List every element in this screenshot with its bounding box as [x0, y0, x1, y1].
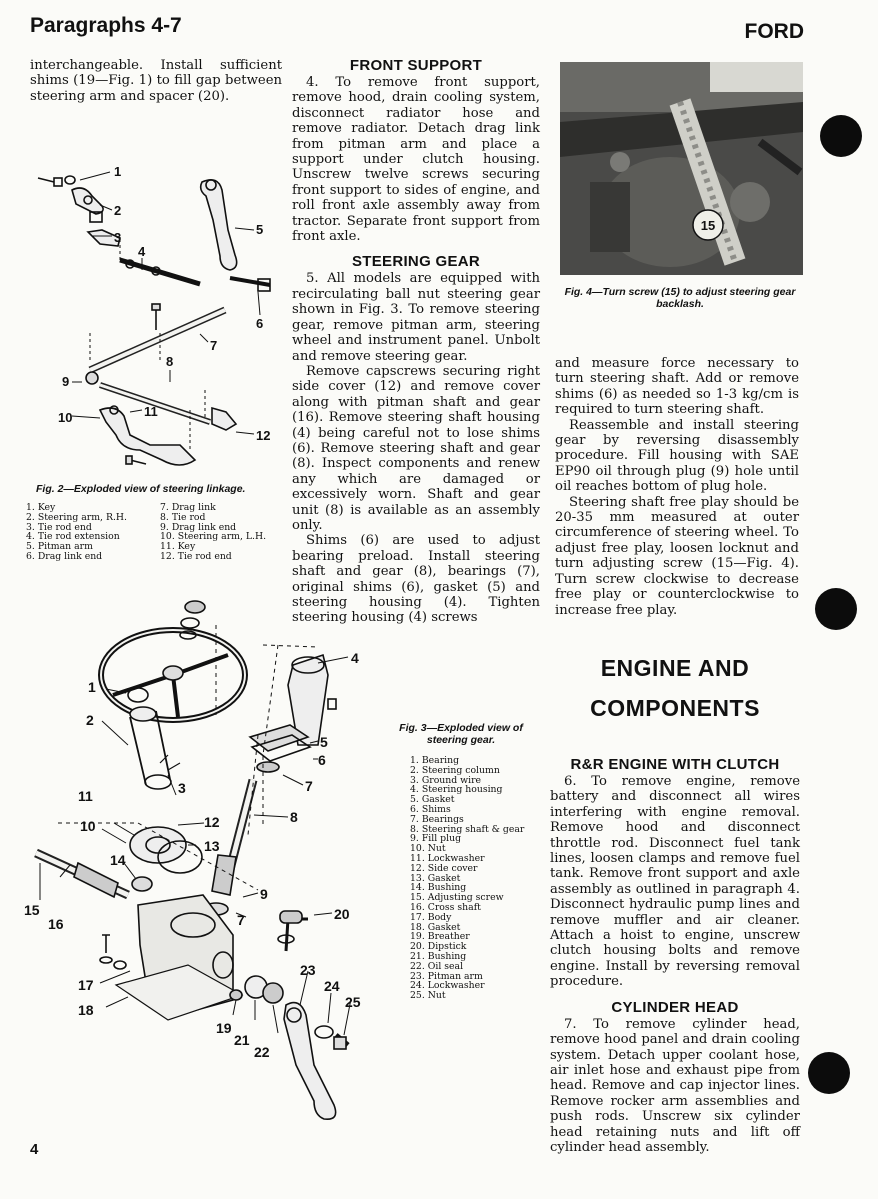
fig3-callout-8: 8 — [290, 809, 298, 825]
fig3-callout-15: 15 — [24, 902, 40, 918]
fig3-callout-12: 12 — [204, 814, 220, 830]
fig2-legend-item: 4. Tie rod extension — [26, 531, 120, 543]
fig3-callout-10: 10 — [80, 818, 96, 834]
fig3-legend-item: 24. Lockwasher — [410, 980, 485, 992]
page-number: 4 — [30, 1141, 39, 1158]
fig3-callout-7a: 7 — [305, 778, 313, 794]
fig2-legend-item: 11. Key — [160, 541, 196, 553]
fig2-callout-8: 8 — [166, 354, 174, 369]
fig3-callout-25: 25 — [345, 994, 361, 1010]
steering-gear-paragraph-2: Remove capscrews securing right side cover (12) and remove cover along with pitman shaft and gear (16). Remove steering shaft housing (4) being careful not to lose shims (6). Remove steering shaft and gear (8). Inspect components and renew any which are damaged or excessively worn. Shaft and gear unit (8) is available as an assembly only. — [292, 363, 540, 533]
intro-paragraph: interchangeable. Install sufficient shims (19—Fig. 1) to fill gap between steering arm and spacer (20). — [30, 58, 282, 104]
fig3-legend-item: 19. Breather — [410, 931, 470, 943]
front-support-paragraph: 4. To remove front support, remove hood, drain cooling system, disconnect radiator hose and remove radiator. Detach drag link from pitman arm and place a support under clutch housing. Unscrew twelve screws securing front support to sides of engine, and roll front axle assembly away from tractor. Separate front support from front axle. — [292, 75, 540, 245]
fig2-callout-4: 4 — [138, 244, 146, 259]
fig3-legend-item: 16. Cross shaft — [410, 901, 481, 913]
fig2-callout-12: 12 — [256, 428, 271, 443]
rr-engine-heading: R&R ENGINE WITH CLUTCH — [570, 756, 780, 773]
fig3-callout-9: 9 — [260, 886, 268, 902]
binder-hole-bottom — [808, 1052, 850, 1094]
fig2-callout-7: 7 — [210, 338, 218, 353]
fig2-legend-item: 9. Drag link end — [160, 521, 237, 533]
fig2-legend-item: 12. Tie rod end — [160, 550, 232, 562]
fig3-legend-item: 22. Oil seal — [410, 960, 464, 972]
fig2-callout-11: 11 — [144, 404, 158, 419]
fig2-callout-9: 9 — [62, 374, 70, 389]
fig3-callout-6: 6 — [318, 752, 326, 768]
binder-hole-middle — [815, 588, 857, 630]
right-paragraph-2: Reassemble and install steering gear by reversing disassembly procedure. Fill housing with SAE EP90 oil through plug (9) hole until oil reaches bottom of plug hole. — [555, 417, 799, 495]
fig3-legend-item: 1. Bearing — [410, 755, 460, 766]
fig3-legend-item: 10. Nut — [410, 843, 446, 855]
fig3-legend-item: 12. Side cover — [410, 862, 478, 874]
steering-gear-paragraph-1: 5. All models are equipped with recirculating ball nut steering gear shown in Fig. 3. To remove steering gear, remove pitman arm, steering wheel and instrument panel. Unbolt and remove steering gear. — [292, 271, 540, 364]
middle-column — [292, 57, 540, 626]
fig3-legend-item: 15. Adjusting screw — [410, 892, 504, 904]
fig2-callout-10: 10 — [58, 410, 73, 425]
fig3-legend-item: 11. Lockwasher — [410, 852, 485, 864]
fig3-caption-line2: steering gear. — [426, 734, 496, 746]
fig3-legend-item: 6. Shims — [410, 803, 451, 815]
fig3-callout-5: 5 — [320, 734, 328, 750]
fig2-caption: Fig. 2—Exploded view of steering linkage. — [36, 483, 246, 495]
cylinder-head-paragraph: 7. To remove cylinder head, remove hood panel and drain cooling system. Detach upper coolant hose, air inlet hose and exhaust pipe from head. Remove and cap injector lines. Remove rocker arm assemblies and push rods. Unscrew six cylinder head retaining nuts and lift off cylinder head assembly. — [550, 1016, 800, 1155]
running-header-brand: FORD — [744, 20, 804, 43]
fig3-legend-item: 13. Gasket — [410, 872, 461, 884]
cylinder-head-heading: CYLINDER HEAD — [611, 998, 739, 1016]
binder-hole-top — [820, 115, 862, 157]
fig4-photo-image — [560, 62, 803, 275]
fig3-callout-18: 18 — [78, 1002, 94, 1018]
fig3-callout-20: 20 — [334, 906, 350, 922]
fig4-photo-callout-15: 15 — [700, 218, 716, 233]
engine-heading-line2: COMPONENTS — [590, 695, 760, 721]
fig3-callout-23: 23 — [300, 962, 316, 978]
fig3-legend-item: 3. Ground wire — [410, 774, 482, 786]
fig3-callout-13: 13 — [204, 838, 220, 854]
rr-engine-paragraph: 6. To remove engine, remove battery and disconnect all wires interfering with engine removal. Remove hood and disconnect throttle rod. Disconnect fuel tank lines, loosen clamps and remove fuel tank. Remove front support and axle assembly as outlined in paragraph 4. Disconnect hydraulic pump lines and remove muffler and air cleaner. Attach a hoist to engine, unscrew clutch housing bolts and remove engine. Install by reversing removal procedure. — [550, 774, 800, 990]
fig2-legend-item: 10. Steering arm, L.H. — [160, 531, 267, 543]
right-paragraph-1: and measure force necessary to turn steering shaft. Add or remove shims (6) as needed so 1-3 kg/cm is required to turn steering shaft. — [555, 356, 799, 418]
fig3-legend-item: 4. Steering housing — [410, 784, 503, 796]
fig3-legend-item: 17. Body — [410, 911, 452, 923]
fig3-callout-7b: 7 — [237, 912, 245, 928]
fig2-callout-6: 6 — [256, 316, 264, 331]
fig2-legend-item: 7. Drag link — [160, 502, 216, 513]
fig2-legend-item: 8. Tie rod — [160, 511, 206, 523]
fig3-callout-3: 3 — [178, 780, 186, 796]
fig3-legend-item: 8. Steering shaft & gear — [410, 823, 525, 835]
running-header-paragraphs: Paragraphs 4-7 — [30, 14, 182, 37]
fig3-callout-19: 19 — [216, 1020, 232, 1036]
fig2-callout-2: 2 — [114, 203, 122, 218]
fig3-callout-4: 4 — [351, 650, 359, 666]
fig3-callout-21: 21 — [234, 1032, 250, 1048]
right-column-upper — [555, 356, 799, 618]
fig2-callout-3: 3 — [114, 230, 122, 245]
front-support-heading: FRONT SUPPORT — [349, 57, 483, 74]
steering-gear-heading: STEERING GEAR — [351, 253, 481, 271]
fig3-legend-item: 20. Dipstick — [410, 941, 467, 953]
fig2-callout-1: 1 — [114, 164, 122, 179]
engine-heading-line1: ENGINE AND — [600, 655, 750, 681]
fig3-caption — [386, 722, 536, 746]
intro-paragraph-block — [30, 58, 282, 104]
fig2-legend-item: 3. Tie rod end — [26, 521, 92, 533]
fig3-legend-item: 9. Fill plug — [410, 833, 462, 845]
steering-gear-exploded-drawing — [18, 595, 388, 1135]
fig3-callout-14: 14 — [110, 852, 126, 868]
fig3-callout-24: 24 — [324, 978, 340, 994]
fig3-callout-17: 17 — [78, 977, 94, 993]
fig3-callout-11: 11 — [78, 788, 93, 804]
engine-section — [550, 648, 800, 1155]
fig4-caption: Fig. 4—Turn screw (15) to adjust steering gear backlash. — [564, 286, 796, 310]
fig3-legend-item: 14. Bushing — [410, 882, 467, 894]
fig2-callout-5: 5 — [256, 222, 264, 237]
fig3-callout-22: 22 — [254, 1044, 270, 1060]
steering-gear-paragraph-3: Shims (6) are used to adjust bearing preload. Install steering shaft and gear (8), bearings (7), original shims (6), gasket (5) and steering housing (4). Tighten steering housing (4) screws — [292, 533, 540, 626]
fig3-legend-item: 23. Pitman arm — [410, 970, 483, 982]
fig3-caption-line1: Fig. 3—Exploded view of — [399, 722, 523, 734]
fig3-callout-2: 2 — [86, 712, 94, 728]
fig2-legend-item: 2. Steering arm, R.H. — [26, 511, 127, 523]
fig3-legend-item: 21. Bushing — [410, 950, 467, 962]
steering-linkage-exploded-drawing — [30, 160, 292, 480]
fig2-legend-item: 6. Drag link end — [26, 550, 103, 562]
fig3-callout-1: 1 — [88, 679, 96, 695]
fig3-callout-16: 16 — [48, 916, 64, 932]
fig4-photo — [560, 62, 803, 275]
fig3-legend — [410, 756, 540, 1001]
fig2-legend-item: 1. Key — [26, 502, 56, 513]
fig2-legend-left — [26, 503, 156, 562]
fig3-legend-item: 18. Gasket — [410, 921, 461, 933]
fig3-legend-item: 7. Bearings — [410, 813, 464, 825]
fig2-legend-right — [160, 503, 290, 562]
fig3-legend-item: 2. Steering column — [410, 764, 500, 776]
fig3-legend-item: 5. Gasket — [410, 794, 455, 806]
fig2-legend-item: 5. Pitman arm — [26, 541, 93, 553]
right-paragraph-3: Steering shaft free play should be 20-35 mm measured at outer circumference of steering wheel. To adjust free play, loosen locknut and turn adjusting screw (15—Fig. 4). Turn screw clockwise to decrease free play or counterclockwise to increase free play. — [555, 494, 799, 618]
fig3-legend-item: 25. Nut — [410, 990, 446, 1002]
